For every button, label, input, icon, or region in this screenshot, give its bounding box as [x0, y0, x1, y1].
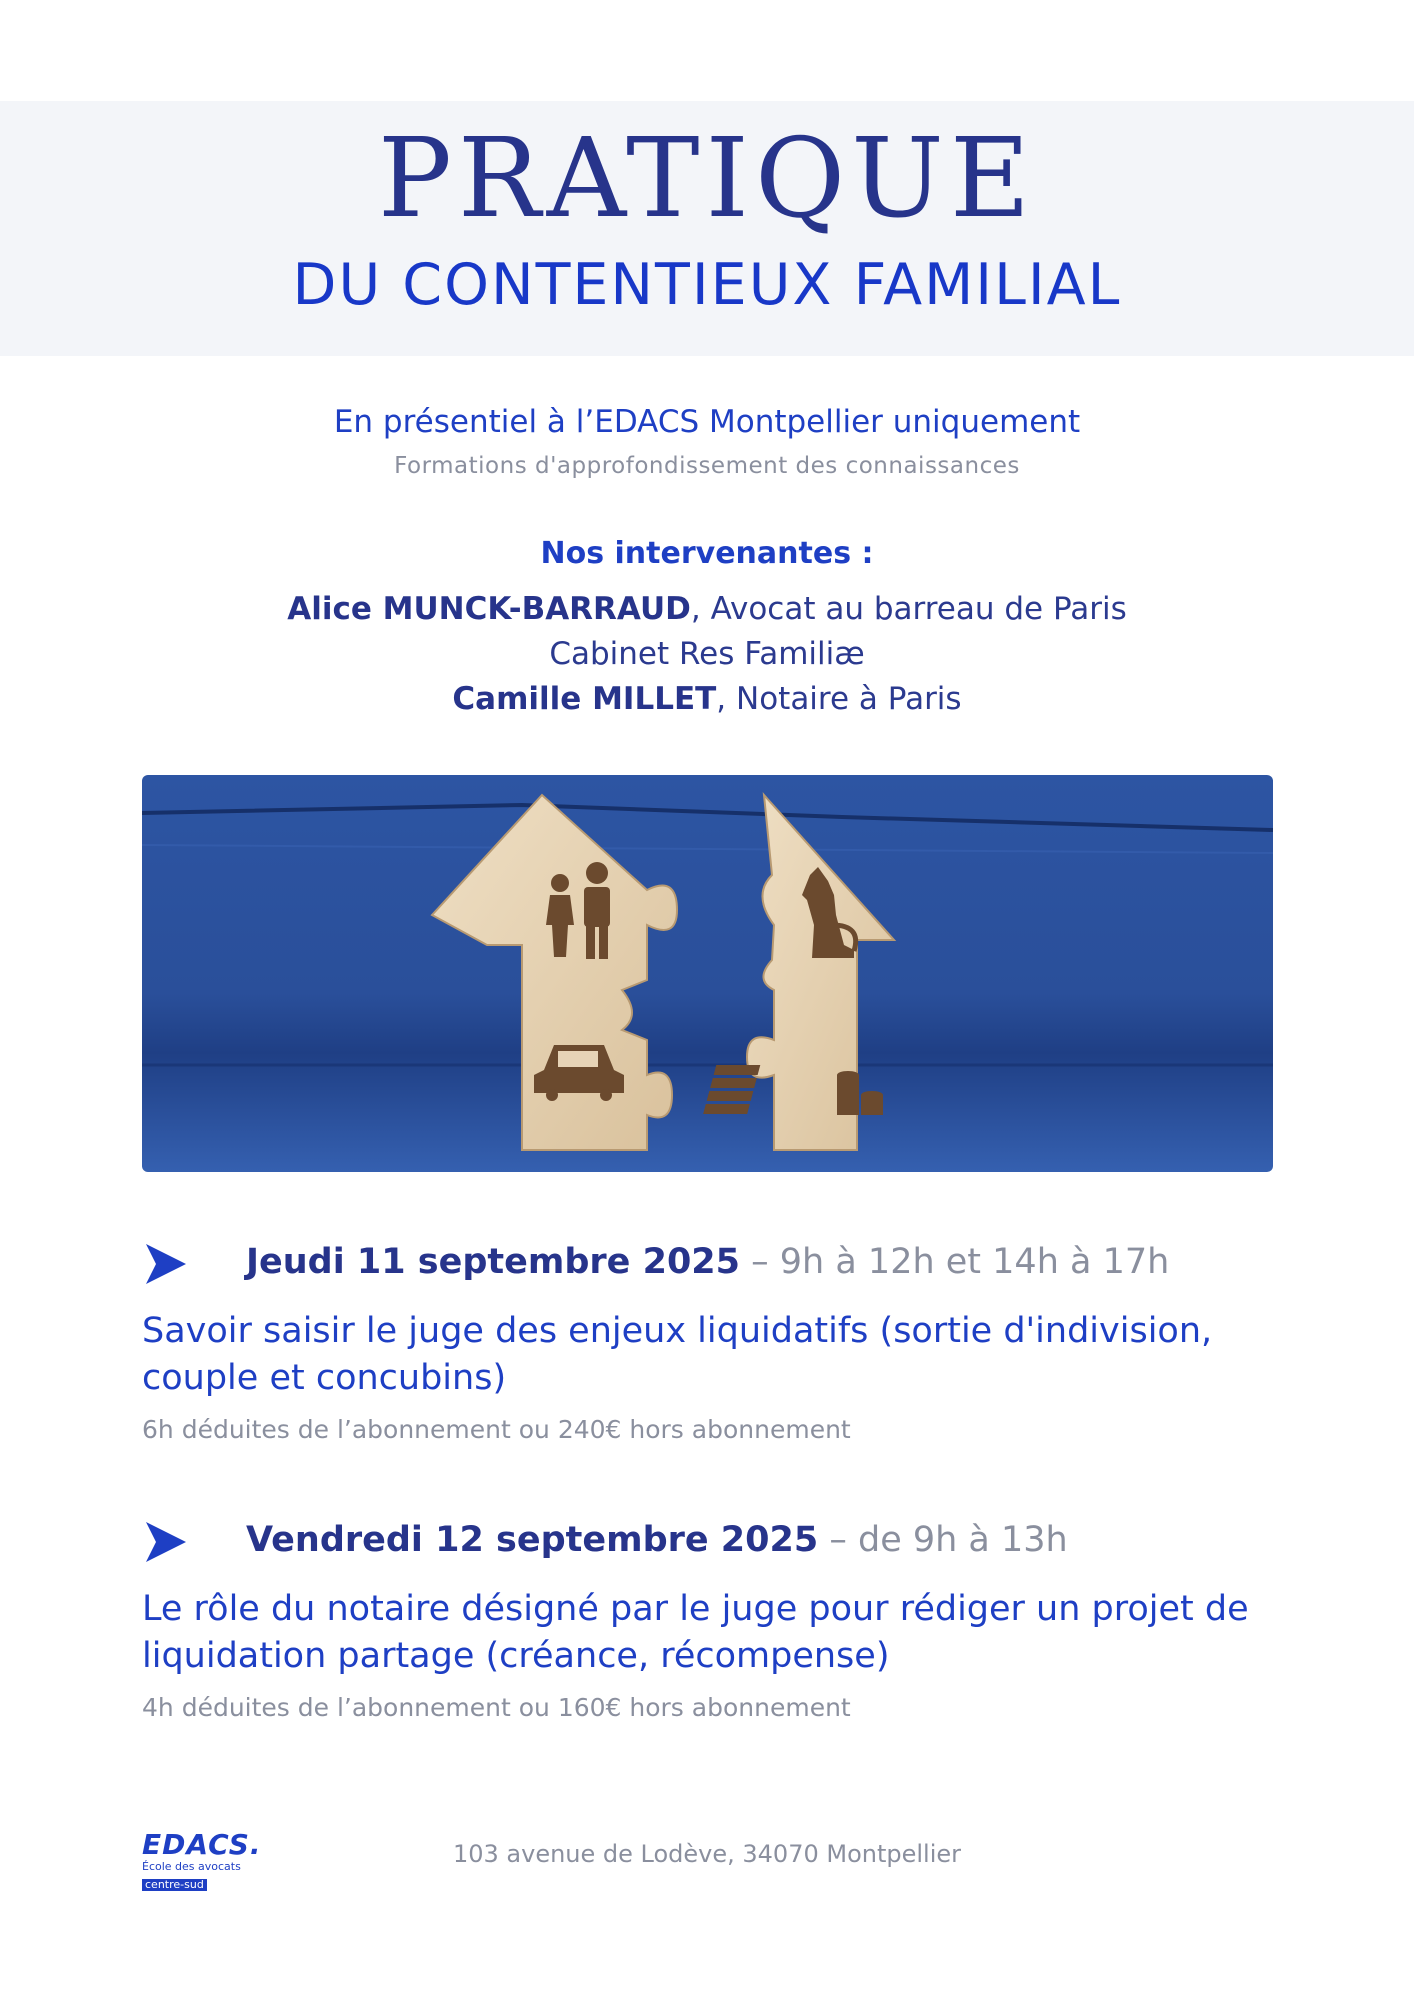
page-subtitle: DU CONTENTIEUX FAMILIAL: [292, 252, 1122, 318]
session-2-price: 4h déduites de l’abonnement ou 160€ hors abonnement: [142, 1693, 851, 1722]
session-1-price: 6h déduites de l’abonnement ou 240€ hors abonnement: [142, 1415, 851, 1444]
puzzle-house-illustration: [142, 775, 1273, 1172]
format-subline: Formations d'approfondissement des connaissances: [394, 453, 1020, 479]
speaker-1-role: , Avocat au barreau de Paris: [690, 591, 1127, 627]
session-1-time: – 9h à 12h et 14h à 17h: [740, 1242, 1170, 1282]
speaker-2: [0, 681, 1414, 717]
speaker-2-role: , Notaire à Paris: [716, 681, 962, 717]
speaker-1-name: Alice MUNCK-BARRAUD: [287, 591, 691, 627]
logo-tag: centre-sud: [142, 1879, 207, 1891]
format-line: En présentiel à l’EDACS Montpellier uniquement: [333, 404, 1081, 440]
session-1-topic: Savoir saisir le juge des enjeux liquidatifs (sortie d'indivision, couple et concubins): [142, 1311, 1213, 1398]
logo-wordmark: EDACS.: [142, 1828, 262, 1861]
session-1-date: Jeudi 11 septembre 2025: [246, 1242, 741, 1282]
logo-line: École des avocats: [142, 1860, 241, 1873]
speakers-heading: Nos intervenantes :: [540, 536, 874, 571]
speaker-1: [0, 591, 1414, 627]
page-title: PRATIQUE: [377, 114, 1037, 242]
puzzle-house-photo: [142, 775, 1273, 1172]
session-1-header: [246, 1242, 1169, 1282]
session-2-header: [246, 1520, 1068, 1560]
speaker-1-cabinet: Cabinet Res Familiæ: [549, 636, 865, 672]
session-2-time: – de 9h à 13h: [818, 1520, 1068, 1560]
session-2-arrow-icon: [142, 1518, 190, 1566]
session-2-topic: Le rôle du notaire désigné par le juge pour rédiger un projet de liquidation partage (créance, récompense): [142, 1589, 1249, 1676]
speaker-2-name: Camille MILLET: [452, 681, 717, 717]
address: 103 avenue de Lodève, 34070 Montpellier: [452, 1840, 962, 1868]
session-1-arrow-icon: [142, 1240, 190, 1288]
session-2-date: Vendredi 12 septembre 2025: [246, 1520, 819, 1560]
